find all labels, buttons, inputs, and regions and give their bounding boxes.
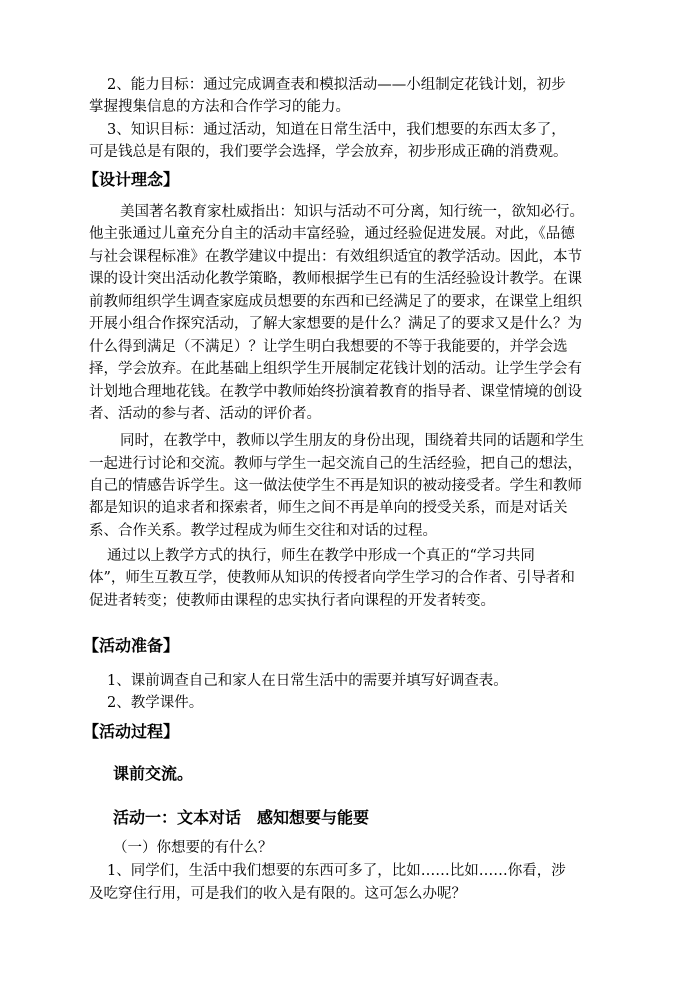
design-p1-line: 课的设计突出活动化教学策略，教师根据学生已有的生活经验设计教学。在课 bbox=[89, 271, 582, 287]
design-p2-line: 一起进行讨论和交流。教师与学生一起交流自己的生活经验，把自己的想法， bbox=[89, 456, 582, 472]
activity-one-title: 活动一：文本对话 感知想要与能要 bbox=[113, 808, 370, 827]
design-p1-line: 与社会课程标准》在教学建议中提出：有效组织适宜的教学活动。因此，本节 bbox=[89, 249, 582, 265]
knowledge-goal-line-2: 可是钱总是有限的，我们要学会选择，学会放弃，初步形成正确的消费观。 bbox=[89, 144, 568, 160]
design-p1-line: 者、活动的参与者、活动的评价者。 bbox=[89, 406, 321, 422]
design-p3-line: 体”，师生互教互学，使教师从知识的传授者向学生学习的合作者、引导者和 bbox=[89, 570, 575, 586]
design-p1-line: 择，学会放弃。在此基础上组织学生开展制定花钱计划的活动。让学生学会有 bbox=[89, 361, 582, 377]
preparation-heading: 【活动准备】 bbox=[83, 636, 180, 655]
knowledge-goal-line-1: 3、知识目标：通过活动，知道在日常生活中，我们想要的东西太多了， bbox=[107, 122, 566, 138]
activity-para-line-1: 1、同学们，生活中我们想要的东西可多了，比如……比如……你看，涉 bbox=[107, 863, 566, 879]
design-p1-line: 开展小组合作探究活动，了解大家想要的是什么？满足了的要求又是什么？为 bbox=[89, 316, 582, 332]
design-p1-line: 他主张通过儿童充分自主的活动丰富经验，通过经验促进发展。对此，《品德 bbox=[89, 226, 575, 242]
design-p2-line: 系、合作关系。教学过程成为师生交往和对话的过程。 bbox=[89, 523, 437, 539]
activity-para-line-2: 及吃穿住行用，可是我们的收入是有限的。这可怎么办呢？ bbox=[89, 886, 466, 902]
design-p1-line: 什么得到满足（不满足）？让学生明白我想要的不等于我能要的，并学会选 bbox=[89, 339, 568, 355]
design-p2-line: 自己的情感告诉学生。这一做法使学生不再是知识的被动接受者。学生和教师 bbox=[89, 478, 582, 494]
design-p1-line: 前教师组织学生调查家庭成员想要的东西和已经满足了的要求，在课堂上组织 bbox=[89, 294, 582, 310]
design-p2-line: 同时，在教学中，教师以学生朋友的身份出现，围绕着共同的话题和学生 bbox=[120, 433, 584, 449]
ability-goal-line-1: 2、能力目标：通过完成调查表和模拟活动——小组制定花钱计划，初步 bbox=[107, 77, 566, 93]
design-concept-heading: 【设计理念】 bbox=[83, 170, 180, 189]
preparation-item-2: 2、教学课件。 bbox=[107, 695, 204, 711]
design-p1-line: 计划地合理地花钱。在教学中教师始终扮演着教育的指导者、课堂情境的创设 bbox=[89, 384, 582, 400]
question-one: （一）你想要的有什么？ bbox=[113, 840, 273, 856]
design-p3-line: 通过以上教学方式的执行，师生在教学中形成一个真正的“学习共同 bbox=[107, 548, 535, 564]
process-heading: 【活动过程】 bbox=[83, 722, 180, 741]
ability-goal-line-2: 掌握搜集信息的方法和合作学习的能力。 bbox=[89, 99, 350, 115]
design-p2-line: 都是知识的追求者和探索者，师生之间不再是单向的授受关系，而是对话关 bbox=[89, 500, 568, 516]
design-p3-line: 促进者转变；使教师由课程的忠实执行者向课程的开发者转变。 bbox=[89, 593, 495, 609]
design-p1-line: 美国著名教育家杜威指出：知识与活动不可分离，知行统一，欲知必行。 bbox=[120, 204, 584, 220]
preparation-item-1: 1、课前调查自己和家人在日常生活中的需要并填写好调查表。 bbox=[107, 673, 508, 689]
pre-class-heading: 课前交流。 bbox=[113, 764, 194, 783]
